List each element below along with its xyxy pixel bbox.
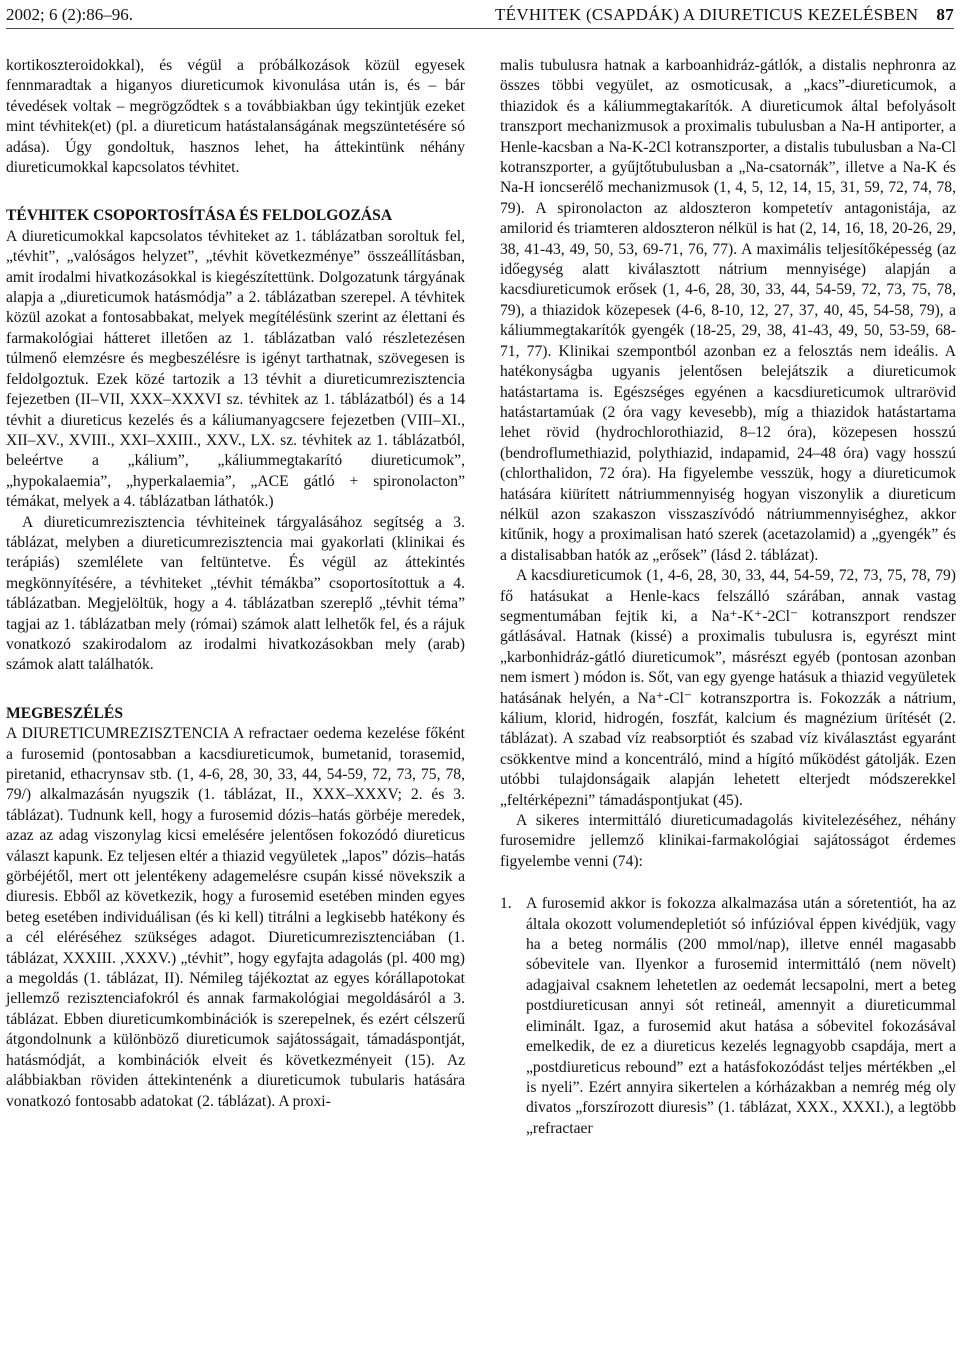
paragraph-with-subheading (6, 724, 465, 1112)
section-heading: TÉVHITEK CSOPORTOSÍTÁSA ÉS FELDOLGOZÁSA (6, 207, 393, 225)
paragraph: kortikoszteroidokkal), és végül a próbálkozások közül egyesek fennmaradtak a higanyos diureticumok kivonulása után is, és – bár tévedések voltak – megrögződtek s a továbbiakban úgy tekintjük ezeket mint tévhitek(et) (pl. a diureticum hatástalanságának megszüntetésére só adása). Úgy gondoltuk, hasznos lehet, ha áttekintünk néhány diureticumokkal kapcsolatos tévhitet. (6, 57, 465, 177)
paragraph-text: A refractaer oedema kezelése főként a furosemid (pontosabban a kacsdiureticumok, bumetanid, torasemid, piretanid, ethacrynsav stb. (1, 4-6, 28, 30, 33, 44, 54-59, 72, 73, 75, 78, 79/) alkalmazásán nyugszik (1. táblázat, II., XXX–XXXV; 2. és 3. táblázat). Tudnunk kell, hogy a furosemid dózis–hatás görbéje meredek, azaz az adag viszonylag kicsi emelésére jelentősen fokozódó diureticus választ kapunk. Ez teljesen eltér a thiazid vegyületek „lapos” dózis–hatás görbéjétől, mert ott jelentékeny adagemelésre csupán kissé növekszik a diuresis. Ebből az következik, hogy a furosemid esetében minden egyes beteg esetében individuálisan (és ki kell) titrálni a legkisebb hatékony és a cél eléréséhez szükséges adagot. Diureticumrezisztenciában (1. táblázat, XXXIII. ,XXXV.) „tévhit”, hogy egyfajta adagolás (pl. 400 mg) a megoldás (1. táblázat, II). Némileg tájékoztat az egyes kórállapotokat jellemző rezisztenciafokról és annak farmakológiai megoldásáról a 3. táblázat. Ebben diureticumkombinációk is szerepelnek, és ezért célszerű átgondolnunk a különböző diureticumok sajátosságait, támadáspontját, hatásmódját, a kombinációk elveit és következményeit (15). Az alábbiakban röviden áttekintenénk a diureticumok tubularis hatására vonatkozó fontosabb adatokat (2. táblázat). A proxi- (6, 725, 465, 1110)
paragraph: A diureticumokkal kapcsolatos tévhiteket az 1. táblázatban soroltuk fel, „tévhit”, „valóságos helyzet”, „tévhit következménye” összeállításban, amit irodalmi hivatkozásokkal is kiegészítettünk. Dolgozatunk tárgyának alapja a „diureticumok hatásmódja” a 2. táblázatban szerepel. A tévhitek közül azokat a fontosabbakat, melyek megítélésünk szerint az élettani és farmakológiai hátteret illetően az 1. táblázatban való részletezésen túlmenő elemzésre és megbeszélésre is igényt tarthatnak, szövegesen is feldolgoztuk. Ezek közé tartozik a 13 tévhit a diureticumrezisztencia fejezetben (II–VII, XXX–XXXVI sz. tévhitek az 1. táblázatból) és a 14 tévhit a diureticus kezelés és a káliumanyagcsere fejezetben (VIII–XI., XII–XV., XVIII., XXI–XXIII., XXV., LX. sz. tévhitek az 1. táblázatból, beleértve a „kálium”, „káliummegtakarító diureticumok”, „hypokalaemia”, „hyperkalaemia”, „ACE gátló + spironolacton” témákat, melyek a 4. táblázatban láthatók.) (6, 227, 465, 511)
page-number: 87 (936, 5, 954, 24)
list-item (500, 894, 956, 1139)
paragraph: A kacsdiureticumok (1, 4-6, 28, 30, 33, 44, 54-59, 72, 73, 75, 78, 79) fő hatásukat a Henle-kacs felszálló szárában, annak vastag segmentumában fejtik ki, a Na⁺-K⁺-2Cl⁻ kotranszport rendszer gátlásával. Hatnak (kissé) a proximalis tubulusra is, egyrészt mint „karbonhidráz-gátló diureticumok”, másrészt egyéb (pontosan azonban nem ismert ) módon is. Sőt, van egy gyenge hatásuk a thiazid vegyületek hatásának helyén, a Na⁺-Cl⁻ kotranszportra is. Fokozzák a nátrium, kálium, klorid, hidrogén, foszfát, kalcium és magnézium ürítését (2. táblázat). A szabad víz reabsorptiót és szabad víz kiválasztást egyaránt csökkentve mind a koncentráló, mind a hígító működést gátolják. Ezen utóbbi tulajdonságaik alapján lehetett elterjedt módszerekkel „feltérképezni” támadáspontjukat (45). (500, 567, 956, 809)
list-item-number: 1. (500, 895, 512, 913)
list-item-text: A furosemid akkor is fokozza alkalmazása után a sóretentiót, ha az általa okozott volumendepletiót só infúzióval éppen kivédjük, vagy ha a beteg normális (200 mmol/nap), illetve ennél magasabb sóbevitele van. Ilyenkor a furosemid intermittáló (nem növelt) adagjaival csaknem lehetetlen az oedemát lecsapolni, mert a beteg postdiureticusan annyi sót retineál, amennyit a diureticummal eliminált. Igaz, a furosemid akut hatása a sóbevitel fokozásával emelkedik, de ez a diureticus kezelés legnagyobb csapdája, mert a „postdiureticus rebound” ezt a hatásfokozódást teljes mértékben „el is nyeli”. Ezért annyira sikertelen a kórházakban a nemrég még oly divatos „forszírozott diuresis” (1. táblázat, XXX., XXXI.), a legtöbb „refractaer (526, 895, 956, 1137)
left-column (6, 56, 465, 1112)
paragraph: A diureticumrezisztencia tévhiteinek tárgyalásához segítség a 3. táblázat, melyben a diureticumrezisztencia mai gyakorlati (klinikai és terápiás) szemlélete van feltüntetve. És végül az áttekintés megkönnyítésére, a tévhiteket „tévhit témákba” csoportosítottuk a 4. táblázatban. Megjelöltük, hogy a 4. táblázatban szereplő „tévhit téma” tagjai az 1. táblázatban mely (római) számok alatt lelhetők fel, és a rájuk vonatkozó szakirodalom az irodalmi hivatkozásokban mely (arab) számok alatt találhatók. (6, 513, 465, 674)
running-title-block (495, 4, 954, 26)
numbered-list (500, 894, 956, 1139)
running-header (6, 4, 954, 29)
paragraph: A sikeres intermittáló diureticumadagolás kivitelezéséhez, néhány furosemidre jellemző klinikai-farmakológiai sajátosságot érdemes figyelembe venni (74): (500, 812, 956, 870)
running-title: TÉVHITEK (CSAPDÁK) A DIURETICUS KEZELÉSBEN (494, 5, 919, 24)
right-column (500, 56, 956, 1139)
subsection-heading: A DIURETICUMREZISZTENCIA (6, 725, 229, 743)
section-heading: MEGBESZÉLÉS (6, 704, 123, 722)
paragraph: malis tubulusra hatnak a karboanhidráz-gátlók, a distalis nephronra az összes többi vegyület, az osmoticusak, a „kacs”-diureticumok, a thiazidok és a káliummegtakarítók. A diureticumok által befolyásolt transzport mechanizmusok a proximalis tubulusban a Na-H antiporter, a Henle-kacsban a Na-K-2Cl kotranszporter, a distalis tubulusban a Na-Cl kotranszporter, a gyűjtőtubulusban a „Na-csatornák”, illetve a Na-K és Na-H ioncserélő mechanizmusok (1, 4, 5, 12, 14, 15, 31, 59, 72, 74, 78, 79). A spironolacton az aldoszteron kompetetív antagonistája, az amilorid és triamteren aldoszteron nélkül is hat (2, 14, 16, 18, 20-26, 29, 38, 41-43, 49, 50, 53, 69-71, 76, 77). A maximális teljesítőképesség (az időegység alatt kiválasztott nátrium mennyisége) alapján a kacsdiureticumok erősek (1, 4-6, 28, 30, 33, 44, 54-59, 72, 73, 75, 78, 79), a thiazidok közepesek (4-6, 8-10, 12, 27, 37, 40, 45, 54-58, 79), a káliummegtakarítók gyengék (18-25, 29, 38, 41-43, 49, 50, 53-59, 68-71, 77). Klinikai szempontból azonban ez a felosztás nem ideális. A hatékonyságba ugyanis jelentősen belejátszik a diureticumok hatástartama is. Egészséges egyénen a kacsdiureticumok ultrarövid hatástartamúak (2 óra vagy kevesebb), míg a thiazidok hatástartama lehet rövid (hydrochlorothiazid, 8–12 óra), közepesen hosszú (bendroflumethiazid, polythiazid, indapamid, 24–48 óra) vagy hosszú (chlorthalidon, 72 óra). Ha figyelembe vesszük, hogy a diureticumok hatására kiürített nátriummennyiség hogyan viszonylik a diureticum nélkül azon szakaszon visszaszívódó nátriummennyiséghez, akkor kitűnik, hogy a proximalisan ható szerek (acetazolamid) a „gyengék” és a distalisabban hatók az „erősek” (lásd 2. táblázat). (500, 57, 956, 564)
journal-citation: 2002; 6 (2):86–96. (6, 5, 134, 24)
